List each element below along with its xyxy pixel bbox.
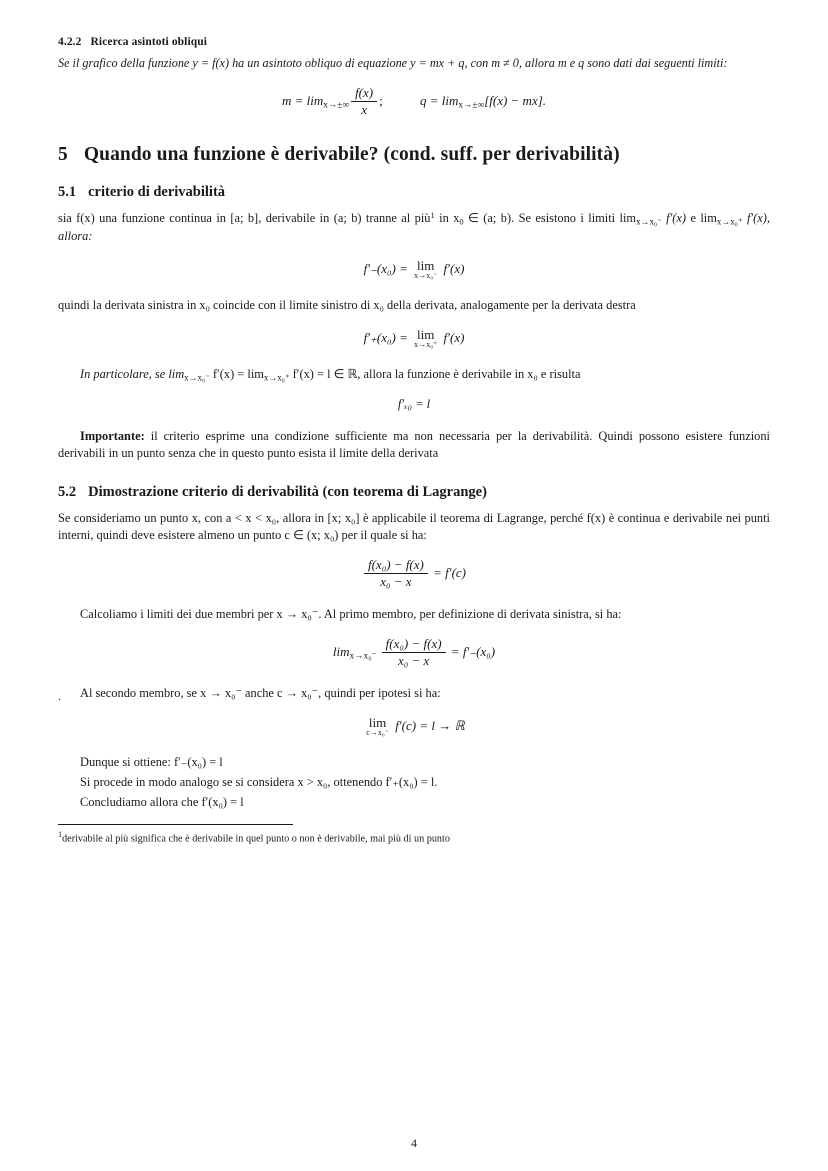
footnote-marker: 1 <box>58 830 63 840</box>
eq-limite-c-lim: lim <box>368 714 387 730</box>
eq-limite-lim: lim <box>332 643 350 659</box>
eq1-lhs: f′₋(x₀) = <box>363 260 408 276</box>
conclusione-3: Concludiamo allora che f′(x₀) = l <box>80 794 244 809</box>
paragraph-lagrange-intro: Se consideriamo un punto x, con a < x < x₀, allora in [x; x₀] è applicabile il teorema di Lagrange, perché f(x) è continua e derivabile nei punti interni, quindi deve esistere almeno un punto c ∈ (x; x₀) per il quale si ha: <box>58 511 770 542</box>
subsection-heading-52 <box>58 484 770 501</box>
criterio-intro-c: ∈ (a; b). Se esistono i limiti lim <box>468 210 637 225</box>
subsection-number-51: 5.1 <box>58 183 77 200</box>
equation-limite-c <box>58 716 770 738</box>
eq-limite-c-sub: c→x₀⁻ <box>366 728 389 738</box>
footnote-ref: 1 <box>430 210 435 221</box>
eq-limite-denominator: x₀ − x <box>397 653 430 669</box>
page-number: 4 <box>411 1136 417 1150</box>
conclusione-1: Dunque si ottiene: f′₋(x₀) = l <box>80 754 223 769</box>
asintoto-statement: Se il grafico della funzione y = f(x) ha un asintoto obliquo di equazione y = mx + q, con m ≠ 0, allora m e q sono dati dai seguenti limiti: <box>58 56 728 70</box>
formula-q-lhs: q = lim <box>419 92 459 108</box>
eq-limite-numerator: f(x₀) − f(x) <box>382 637 446 654</box>
subsection-title-52: Dimostrazione criterio di derivabilità (con teorema di Lagrange) <box>88 484 487 501</box>
eq1-limit-operator <box>414 259 437 281</box>
equation-rapporto-incrementale <box>58 558 770 590</box>
footnote-text: derivabile al più significa che è derivabile in quel punto o non è derivabile, mai più di un punto <box>62 833 450 845</box>
eq2-rhs: f′(x) <box>443 329 465 345</box>
subsubsection-heading <box>58 36 770 48</box>
eq2-lim-text: lim <box>417 326 435 342</box>
criterio-intro-b: in x <box>439 210 460 225</box>
formula-m-lhs: m = lim <box>281 92 324 108</box>
stray-dot-mark: . <box>58 689 61 703</box>
eq1-rhs: f′(x) <box>443 260 465 276</box>
eq2-limit-operator <box>414 328 437 350</box>
footnote-separator <box>58 824 293 825</box>
paragraph-in-particolare <box>58 366 770 384</box>
eq-limite-c-operator <box>366 716 389 738</box>
equation-derivata-destra <box>58 328 770 350</box>
eq-rapporto-fraction <box>364 558 428 590</box>
paragraph-derivata-sinistra: quindi la derivata sinistra in x₀ coincide con il limite sinistro di x₀ della derivata, analogamente per la derivata destra <box>58 297 636 312</box>
subsection-number-52: 5.2 <box>58 484 77 501</box>
criterio-intro-e: e lim <box>690 210 717 225</box>
eq2-lim-sub: x→x₀⁺ <box>414 340 438 350</box>
eq1-lim-sub: x→x₀⁻ <box>414 271 438 281</box>
criterio-intro-f: f′(x), allora: <box>58 210 770 243</box>
eq-rapporto-numerator: f(x₀) − f(x) <box>364 558 428 575</box>
in-particolare-sub2: x→x₀⁺ <box>263 372 290 383</box>
paragraph-importante <box>58 428 770 462</box>
section-title: Quando una funzione è derivabile? (cond. suff. per derivabilità) <box>83 143 620 165</box>
subsection-title-51: criterio di derivabilità <box>88 183 226 200</box>
paragraph-criterio-intro <box>58 210 770 245</box>
criterio-lim2-sub: x→x₀⁺ <box>716 216 743 227</box>
equation-limite-primo-membro <box>58 637 770 669</box>
importante-label: Importante: <box>80 429 145 444</box>
in-particolare-b: f′(x) = lim <box>212 366 264 381</box>
equation-derivata-l <box>58 397 770 412</box>
criterio-intro-a: sia f(x) una funzione continua in [a; b], derivabile in (a; b) tranne al più <box>58 210 431 225</box>
formula-m-denominator: x <box>361 102 367 118</box>
eq-rapporto-rhs: = f′(c) <box>433 564 467 580</box>
formula-m-sub: x→±∞ <box>323 100 350 111</box>
formula-m-numerator: f(x) <box>351 86 377 103</box>
subsubsection-number: 4.2.2 <box>58 36 82 48</box>
formula-q-rhs: [f(x) − mx]. <box>484 92 547 108</box>
paragraph-secondo-membro: Al secondo membro, se x → x₀⁻ anche c → x₀⁻, quindi per ipotesi si ha: <box>80 685 441 700</box>
formula-separator: ; <box>379 92 383 108</box>
eq-limite-fraction <box>382 637 446 669</box>
formula-q-sub: x→±∞ <box>458 100 485 111</box>
equation-derivata-sinistra <box>58 259 770 281</box>
eq1-lim-text: lim <box>417 257 435 273</box>
criterio-intro-d: f′(x) <box>666 210 687 225</box>
footnote <box>58 830 770 846</box>
section-number: 5 <box>58 143 68 165</box>
in-particolare-a: In particolare, se lim <box>80 366 185 381</box>
eq-limite-lim-sub: x→x₀⁻ <box>349 651 377 662</box>
criterio-intro-b-sub: 0 <box>459 216 464 227</box>
eq-rapporto-denominator: x₀ − x <box>380 574 412 590</box>
conclusione-2: Si procede in modo analogo se si considera x > x₀, ottenendo f′₊(x₀) = l. <box>80 774 438 789</box>
subsection-heading-51 <box>58 184 770 201</box>
subsubsection-title: Ricerca asintoti obliqui <box>90 36 208 48</box>
importante-text: il criterio esprime una condizione sufficiente ma non necessaria per la derivabilità. Quindi possono esistere funzioni derivabili in un punto senza che in questo punto esista il limite della derivata <box>58 429 770 461</box>
eq-limite-c-rhs: f′(c) = l → ℝ <box>395 717 465 733</box>
in-particolare-c: f′(x) = l ∈ ℝ, allora la funzione è derivabile in x₀ e risulta <box>292 366 581 381</box>
formula-m-fraction <box>351 86 377 118</box>
formula-asintoto-obliquo <box>58 86 770 118</box>
eq2-lhs: f′₊(x₀) = <box>363 329 408 345</box>
criterio-lim1-sub: x→x₀⁻ <box>636 216 662 227</box>
eq-limite-rhs: = f′₋(x₀) <box>450 643 496 659</box>
paragraph-calcoliamo-limiti: Calcoliamo i limiti dei due membri per x → x₀⁻. Al primo membro, per definizione di derivata sinistra, si ha: <box>80 606 622 621</box>
section-heading-5 <box>58 144 770 166</box>
in-particolare-sub1: x→x₀⁻ <box>184 372 210 383</box>
eq3: f′ₓ₀ = l <box>397 397 431 412</box>
